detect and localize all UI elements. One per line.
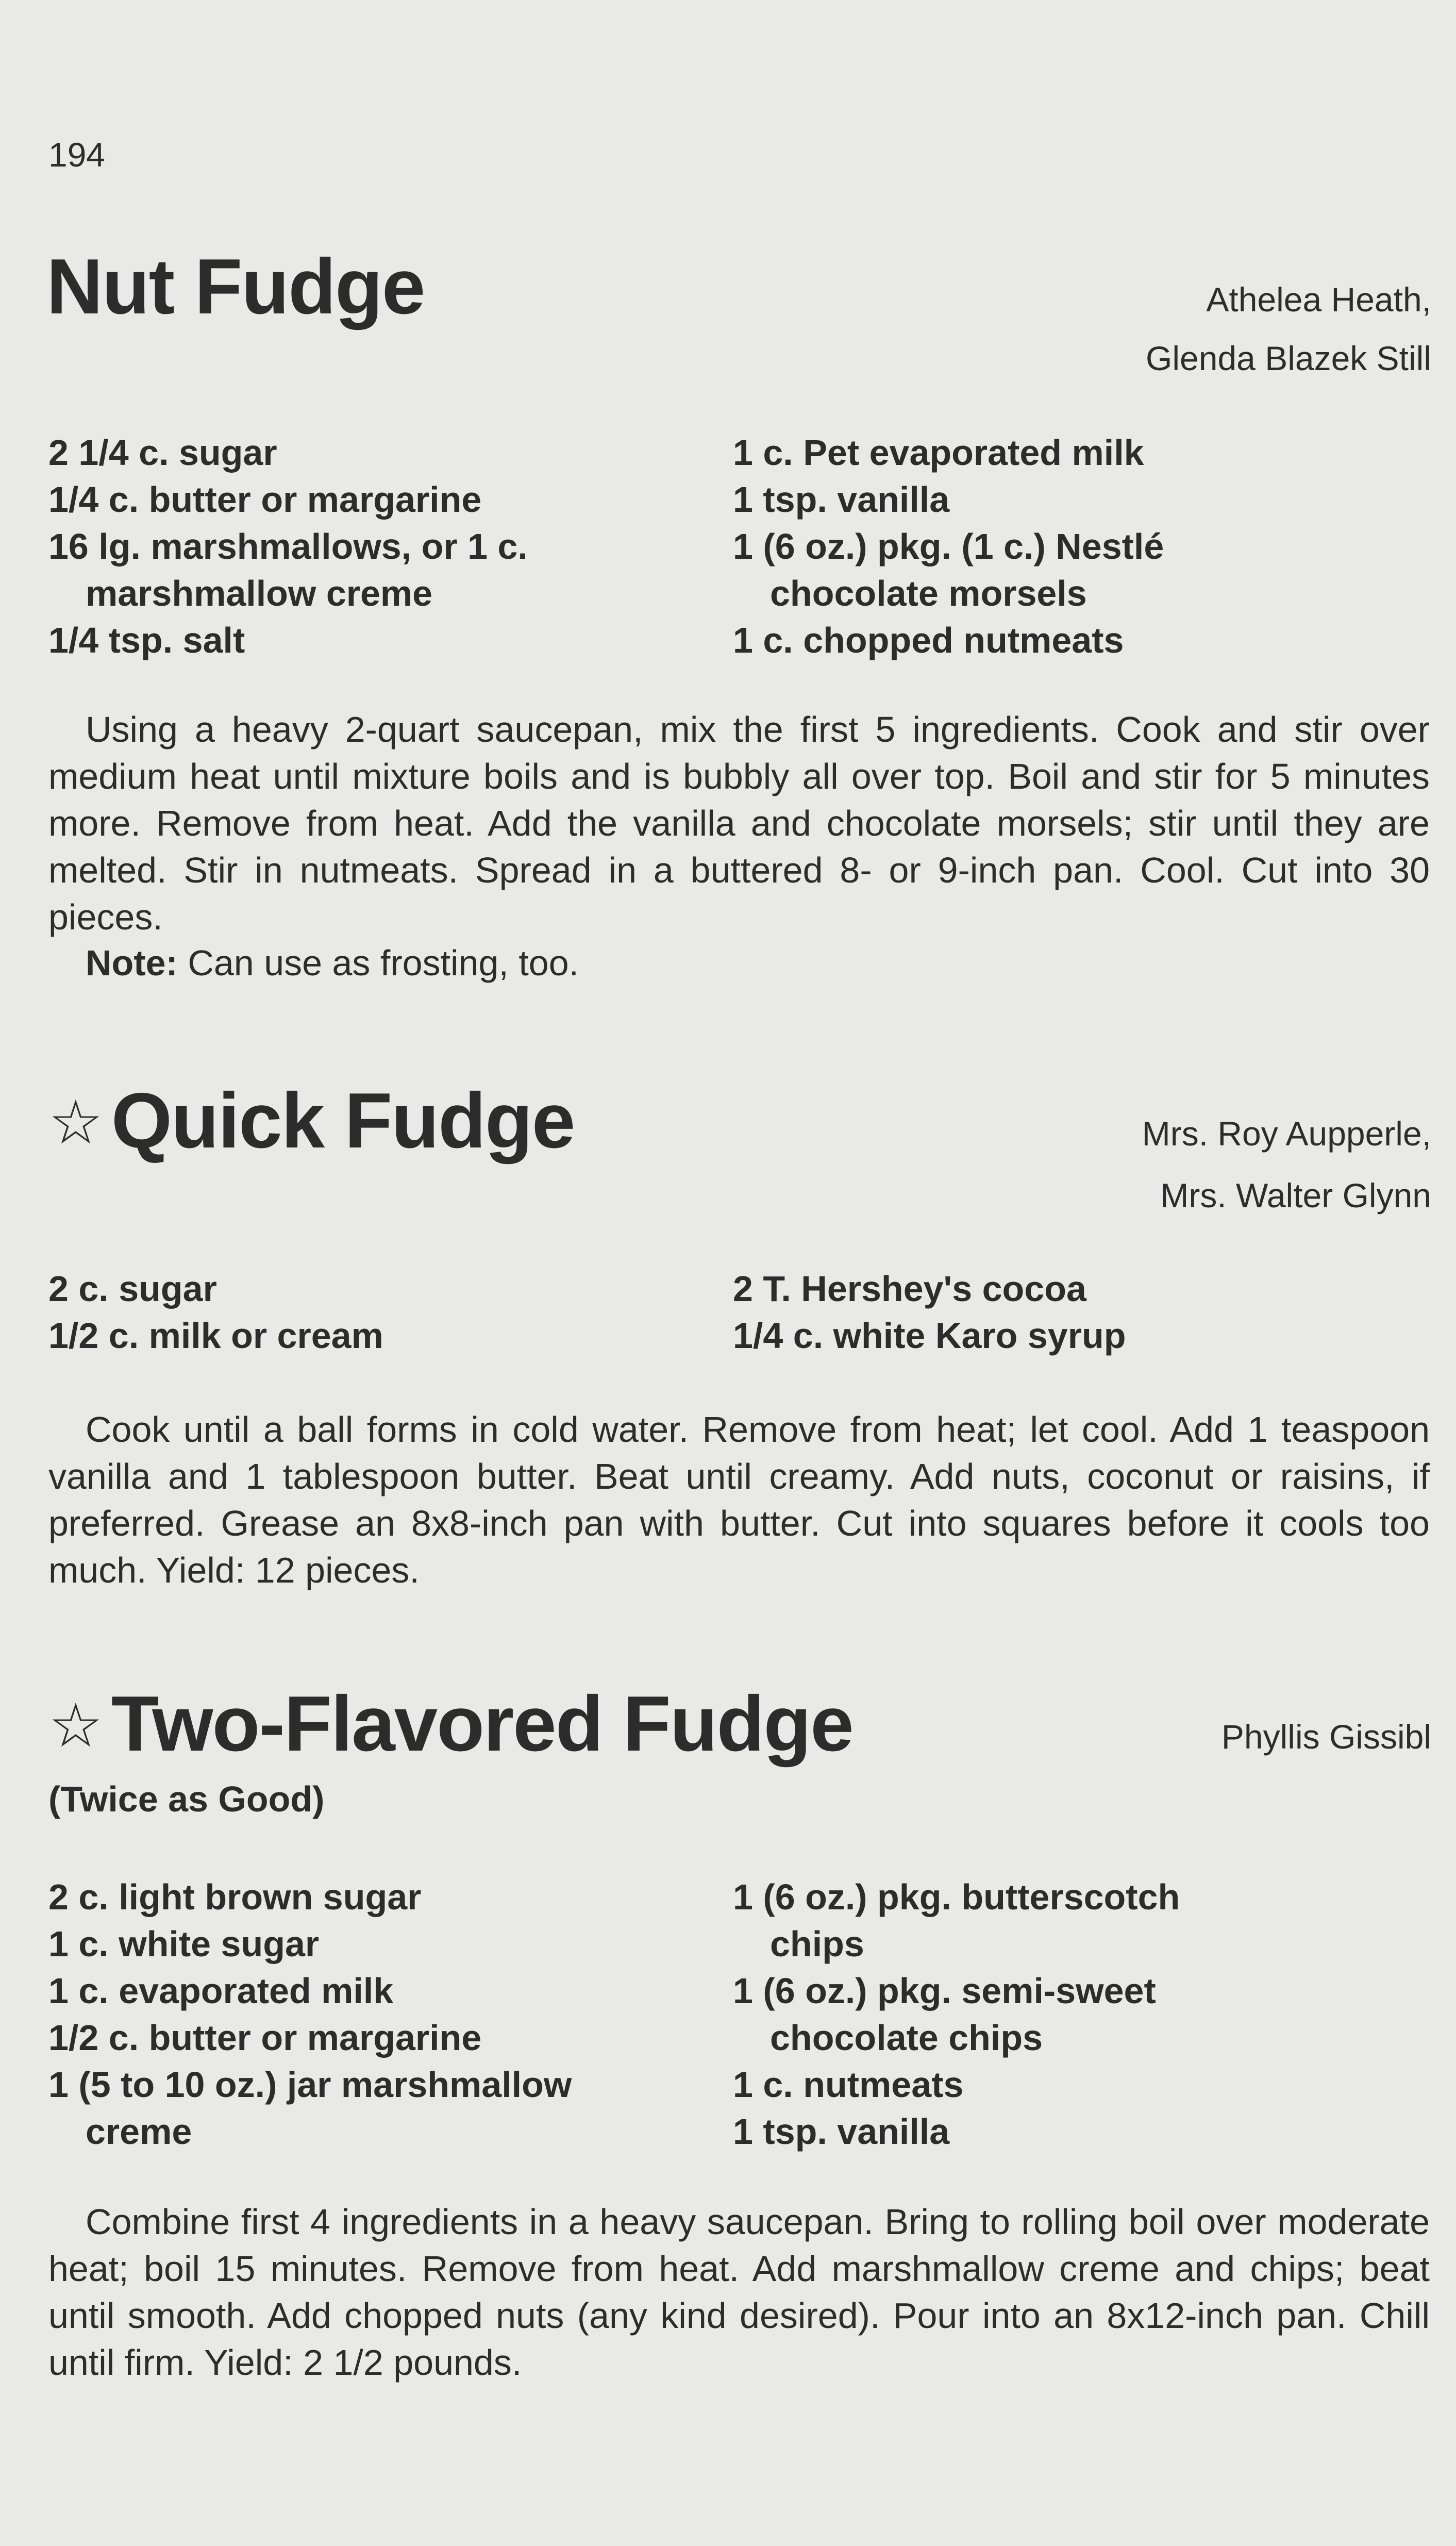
recipe-directions: Cook until a ball forms in cold water. Remove from heat; let cool. Add 1 teaspoon vanilla and 1 tablespoon butter. Beat until creamy. Add nuts, coconut or raisins, if preferred. Grease an 8x8-inch pan with butter. Cut into squares before it cools too much. Yield: 12 pieces.: [48, 1409, 1430, 1590]
ingredient-list-right: [733, 1874, 1429, 2155]
recipe-note: [86, 940, 579, 987]
ingredient-list-left: [48, 1266, 688, 1359]
ingredient: 2 1/4 c. sugar: [48, 432, 277, 473]
ingredient-list-left: [48, 1874, 688, 2155]
ingredient: 1 c. evaporated milk: [48, 1971, 394, 2011]
ingredient: 1 c. white sugar: [48, 1924, 320, 1964]
recipe-title-nut-fudge: Nut Fudge: [46, 243, 425, 330]
recipe-author: Mrs. Roy Aupperle,: [1142, 1114, 1431, 1153]
ingredient: 1/2 c. milk or cream: [48, 1316, 383, 1356]
recipe-author: Glenda Blazek Still: [1146, 339, 1431, 377]
ingredient-list-right: [733, 1266, 1429, 1359]
ingredient: 1/2 c. butter or margarine: [48, 2018, 482, 2058]
ingredient: 1/4 tsp. salt: [48, 620, 245, 660]
ingredient: 2 c. sugar: [48, 1269, 217, 1309]
recipe-directions: Using a heavy 2-quart saucepan, mix the first 5 ingredients. Cook and stir over medium heat until mixture boils and is bubbly all over top. Boil and stir for 5 minutes more. Remove from heat. Add the vanilla and chocolate morsels; stir until they are melted. Stir in nutmeats. Spread in a buttered 8- or 9-inch pan. Cool. Cut into 30 pieces.: [48, 709, 1430, 937]
recipe-title-two-flavored-fudge: ☆ Two-Flavored Fudge: [48, 1680, 853, 1768]
recipe-subtitle: (Twice as Good): [48, 1779, 325, 1819]
ingredient: 1 (6 oz.) pkg. (1 c.) Nestlé chocolate morsels: [733, 526, 1164, 613]
ingredient: 2 c. light brown sugar: [48, 1877, 422, 1917]
ingredient: 1 tsp. vanilla: [733, 2111, 950, 2152]
star-icon: ☆: [48, 1692, 102, 1760]
note-label: Note:: [86, 943, 178, 983]
ingredient-list-left: [48, 429, 688, 664]
recipe-title-quick-fudge: ☆ Quick Fudge: [48, 1077, 575, 1164]
page-number: 194: [48, 136, 106, 174]
recipe-author: Mrs. Walter Glynn: [1160, 1176, 1431, 1214]
ingredient: 1 c. Pet evaporated milk: [733, 432, 1144, 473]
ingredient: 1 c. nutmeats: [733, 2065, 964, 2105]
ingredient-list-right: [733, 429, 1429, 664]
ingredient: 1 (5 to 10 oz.) jar marshmallow creme: [48, 2065, 572, 2152]
ingredient: 1 c. chopped nutmeats: [733, 620, 1124, 660]
ingredient: 1/4 c. butter or margarine: [48, 479, 482, 520]
ingredient: 1 (6 oz.) pkg. semi-sweet chocolate chips: [733, 1971, 1156, 2058]
ingredient: 16 lg. marshmallows, or 1 c. marshmallow creme: [48, 526, 528, 613]
ingredient: 1/4 c. white Karo syrup: [733, 1316, 1126, 1356]
ingredient: 1 (6 oz.) pkg. butterscotch chips: [733, 1877, 1180, 1964]
recipe-author: Athelea Heath,: [1206, 280, 1431, 319]
recipe-author: Phyllis Gissibl: [1221, 1718, 1431, 1756]
note-text: Can use as frosting, too.: [188, 943, 579, 983]
ingredient: 1 tsp. vanilla: [733, 479, 950, 520]
ingredient: 2 T. Hershey's cocoa: [733, 1269, 1086, 1309]
star-icon: ☆: [48, 1089, 102, 1157]
recipe-directions: Combine first 4 ingredients in a heavy saucepan. Bring to rolling boil over moderate heat; boil 15 minutes. Remove from heat. Add marshmallow creme and chips; beat until smooth. Add chopped nuts (any kind desired). Pour into an 8x12-inch pan. Chill until firm. Yield: 2 1/2 pounds.: [48, 2202, 1430, 2383]
